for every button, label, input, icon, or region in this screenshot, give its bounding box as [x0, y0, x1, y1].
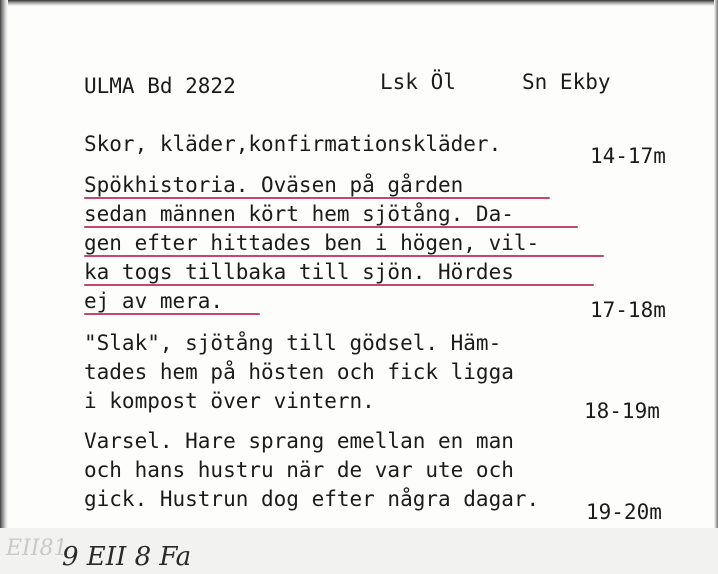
entry-4-line-1: Varsel. Hare sprang emellan en man: [84, 429, 514, 453]
faint-catalog-mark: EII81: [6, 536, 68, 561]
entry-1-age: 14-17m: [590, 144, 666, 168]
entry-2-underline-5: [84, 313, 260, 315]
landskap-label: Lsk Öl: [380, 70, 456, 94]
entry-4-line-3: gick. Hustrun dog efter några dagar.: [84, 487, 540, 511]
entry-2-line-1: Spökhistoria. Oväsen på gården: [84, 173, 464, 197]
entry-3-line-2: tades hem på hösten och fick ligga: [84, 360, 514, 384]
entry-2-line-5: ej av mera.: [84, 289, 224, 313]
archive-reference: ULMA Bd 2822: [84, 74, 236, 98]
entry-2-underline-3: [84, 255, 604, 257]
card-top-edge: [0, 0, 718, 6]
entry-1-line-1: Skor, kläder,konfirmationskläder.: [84, 132, 502, 156]
entry-3-line-3: i kompost över vintern.: [84, 389, 375, 413]
entry-4-age: 19-20m: [586, 500, 662, 524]
entry-2-line-2: sedan männen kört hem sjötång. Da-: [84, 202, 514, 226]
entry-3-line-1: "Slak", sjötång till gödsel. Häm-: [84, 331, 502, 355]
entry-2-line-3: gen efter hittades ben i högen, vil-: [84, 231, 540, 255]
entry-2-underline-1: [84, 197, 550, 199]
card-right-edge: [714, 0, 718, 574]
entry-2-underline-2: [84, 226, 578, 228]
entry-2-age: 17-18m: [590, 298, 666, 322]
entry-2-underline-4: [84, 284, 594, 286]
entry-4-line-2: och hans hustru när de var ute och: [84, 458, 514, 482]
entry-2-line-4: ka togs tillbaka till sjön. Hördes: [84, 260, 514, 284]
entry-3-age: 18-19m: [584, 399, 660, 423]
handwritten-catalog-mark: 9 EII 8 Fa: [62, 542, 192, 572]
socken-label: Sn Ekby: [522, 70, 611, 94]
card-left-edge: [0, 0, 8, 574]
